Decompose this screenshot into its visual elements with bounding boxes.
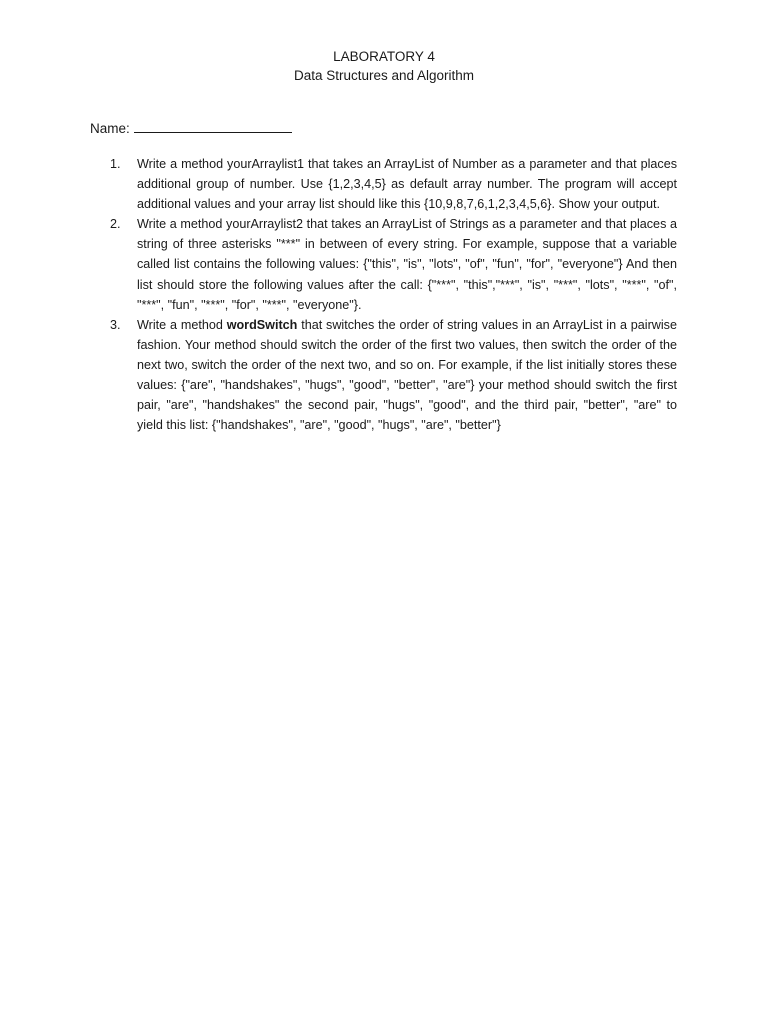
item-text-start: Write a method [137, 317, 227, 332]
item-number: 2. [110, 217, 121, 232]
name-field [90, 119, 292, 138]
list-item [110, 214, 677, 314]
item-text [137, 315, 677, 436]
list-item [110, 154, 677, 214]
item-number: 3. [110, 317, 121, 332]
instruction-list [110, 154, 677, 435]
item-number: 1. [110, 157, 121, 171]
name-label: Name: [90, 121, 130, 136]
page-subtitle: Data Structures and Algorithm [293, 68, 475, 83]
list-item [110, 315, 677, 436]
method-name: wordSwitch [226, 317, 298, 332]
item-text: Write a method yourArraylist1 that takes an ArrayList of Number as a parameter and that places additional group of number. Use {1,2,3,4,5} as default array number. The program will accept additional values and your array list should like this {10,9,8,7,6,1,2,3,4,5,6}. Show your output. [137, 157, 677, 212]
page-title: LABORATORY 4 [333, 49, 435, 64]
item-text: Write a method yourArraylist2 that takes an ArrayList of Strings as a parameter and that places a string of three asterisks "***" in between of every string. For example, suppose that a variable called list contains the following values: {"this", "is", "lots", "of", "fun", "for", "everyone"} And then list should store the following values after the call: {"***", "this","***", "is", "***", "lots", "***", "of", "***", "fun", "***", "for", "***", "everyone"}. [137, 217, 677, 312]
name-blank-line [134, 119, 292, 133]
item-text-end: that switches the order of string values in an ArrayList in a pairwise fashion. Your method should switch the order of the first two values, then switch the order of the next two, switch the order of the next two, and so on. For example, if the list initially stores these values: {"are", "handshakes", "hugs", "good", "better", "are"} your method should switch the first pair, "are", "handshakes" the second pair, "hugs", "good", and the third pair, "better", "are" to yield this list: {"handshakes", "are", "good", "hugs", "are", "better"} [137, 317, 677, 433]
